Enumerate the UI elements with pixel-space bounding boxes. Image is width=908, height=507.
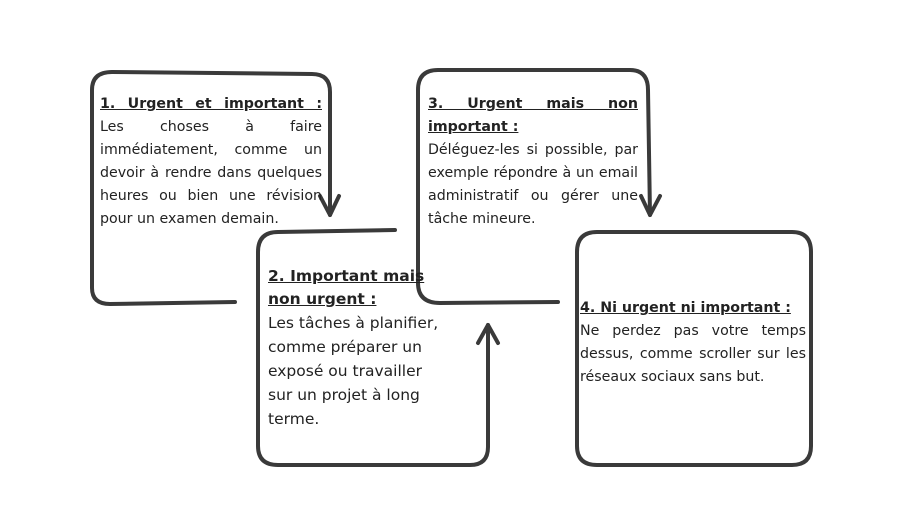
quadrant-3: [428, 93, 638, 231]
quadrant-3-body: Déléguez-les si possible, par exemple répondre à un email administratif ou gérer une tâche mineure.: [428, 142, 638, 227]
quadrant-4-title: 4. Ni urgent ni important :: [580, 300, 791, 316]
quadrant-1: [100, 93, 322, 231]
quadrant-1-body: Les choses à faire immédiatement, comme un devoir à rendre dans quelques heures ou bien une révision pour un examen demain.: [100, 119, 322, 227]
quadrant-2: [268, 265, 443, 431]
quadrant-1-title: 1. Urgent et important :: [100, 96, 322, 112]
quadrant-2-body: Les tâches à planifier, comme préparer un exposé ou travailler sur un projet à long terme.: [268, 314, 439, 428]
quadrant-4: [580, 297, 806, 389]
quadrant-3-title: 3. Urgent mais non important :: [428, 96, 638, 135]
quadrant-4-body: Ne perdez pas votre temps dessus, comme scroller sur les réseaux sociaux sans but.: [580, 323, 806, 385]
quadrant-2-title: 2. Important mais non urgent :: [268, 267, 425, 308]
